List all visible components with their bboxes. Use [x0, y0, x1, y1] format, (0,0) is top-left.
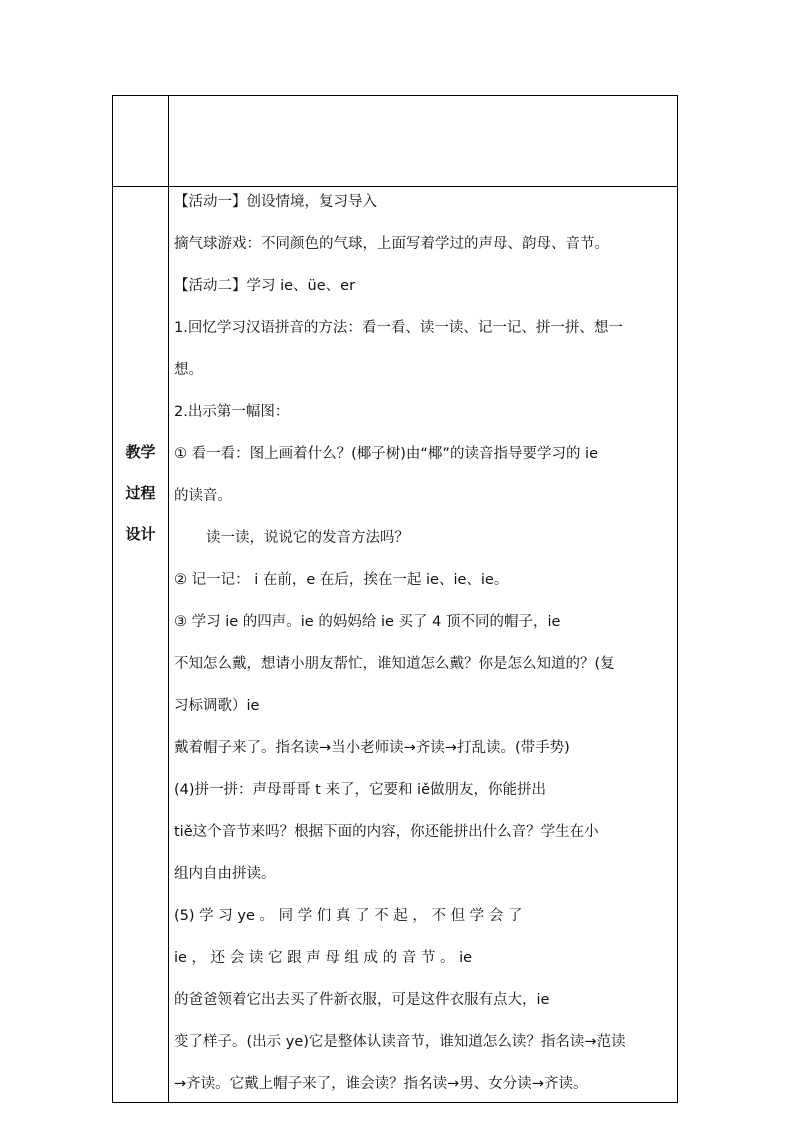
activity-2-heading: 【活动二】学习 ie、üe、er — [174, 278, 356, 294]
paragraph-line: 读一读，说说它的发音方法吗？ — [206, 530, 409, 546]
paragraph-line: tiě这个音节来吗？根据下面的内容，你还能拼出什么音？学生在小 — [174, 824, 599, 840]
section-label-line: 教学 — [125, 443, 156, 461]
paragraph-line: 的爸爸领着它出去买了件新衣服，可是这件衣服有点大，ie — [174, 992, 550, 1008]
paragraph-line: 摘气球游戏：不同颜色的气球，上面写着学过的声母、韵母、音节。 — [174, 236, 609, 252]
paragraph-line: 不知怎么戴，想请小朋友帮忙，谁知道怎么戴？你是怎么知道的？(复 — [174, 656, 615, 672]
section-label-line: 设计 — [125, 525, 156, 543]
paragraph-line: 的读音。 — [174, 488, 232, 504]
paragraph-line: 变了样子。(出示 ye)它是整体认读音节，谁知道怎么读？指名读→范读 — [174, 1034, 626, 1050]
paragraph-line: ② 记一记： i 在前，e 在后，挨在一起 ie、ie、ie。 — [174, 572, 509, 588]
paragraph-line: 想。 — [174, 362, 203, 378]
paragraph-line: 习标调歌）ie — [174, 698, 260, 714]
paragraph-line: 组内自由拼读。 — [174, 866, 276, 882]
paragraph-line: (4)拼一拼：声母哥哥 t 来了，它要和 iě做朋友，你能拼出 — [174, 782, 546, 798]
paragraph-line: 1.回忆学习汉语拼音的方法：看一看、读一读、记一记、拼一拼、想一 — [174, 320, 623, 336]
paragraph-line: ie ， 还 会 读 它 跟 声 母 组 成 的 音 节 。 ie — [174, 950, 473, 966]
row-divider — [113, 186, 677, 187]
paragraph-line: →齐读。它戴上帽子来了，谁会读？指名读→男、女分读→齐读。 — [174, 1076, 588, 1092]
paragraph-line: 2.出示第一幅图： — [174, 404, 290, 420]
paragraph-line: ① 看一看：图上画着什么？(椰子树)由“椰”的读音指导要学习的 ie — [174, 446, 599, 462]
paragraph-line: 戴着帽子来了。指名读→当小老师读→齐读→打乱读。(带手势) — [174, 740, 570, 756]
paragraph-line: ③ 学习 ie 的四声。ie 的妈妈给 ie 买了 4 顶不同的帽子，ie — [174, 614, 561, 630]
section-label — [113, 432, 168, 555]
paragraph-line: (5) 学 习 ye 。 同 学 们 真 了 不 起 ， 不 但 学 会 了 — [174, 908, 523, 924]
column-divider — [168, 96, 169, 1102]
activity-1-heading: 【活动一】创设情境，复习导入 — [174, 194, 377, 210]
lesson-table — [112, 95, 678, 1103]
section-label-line: 过程 — [125, 484, 156, 502]
